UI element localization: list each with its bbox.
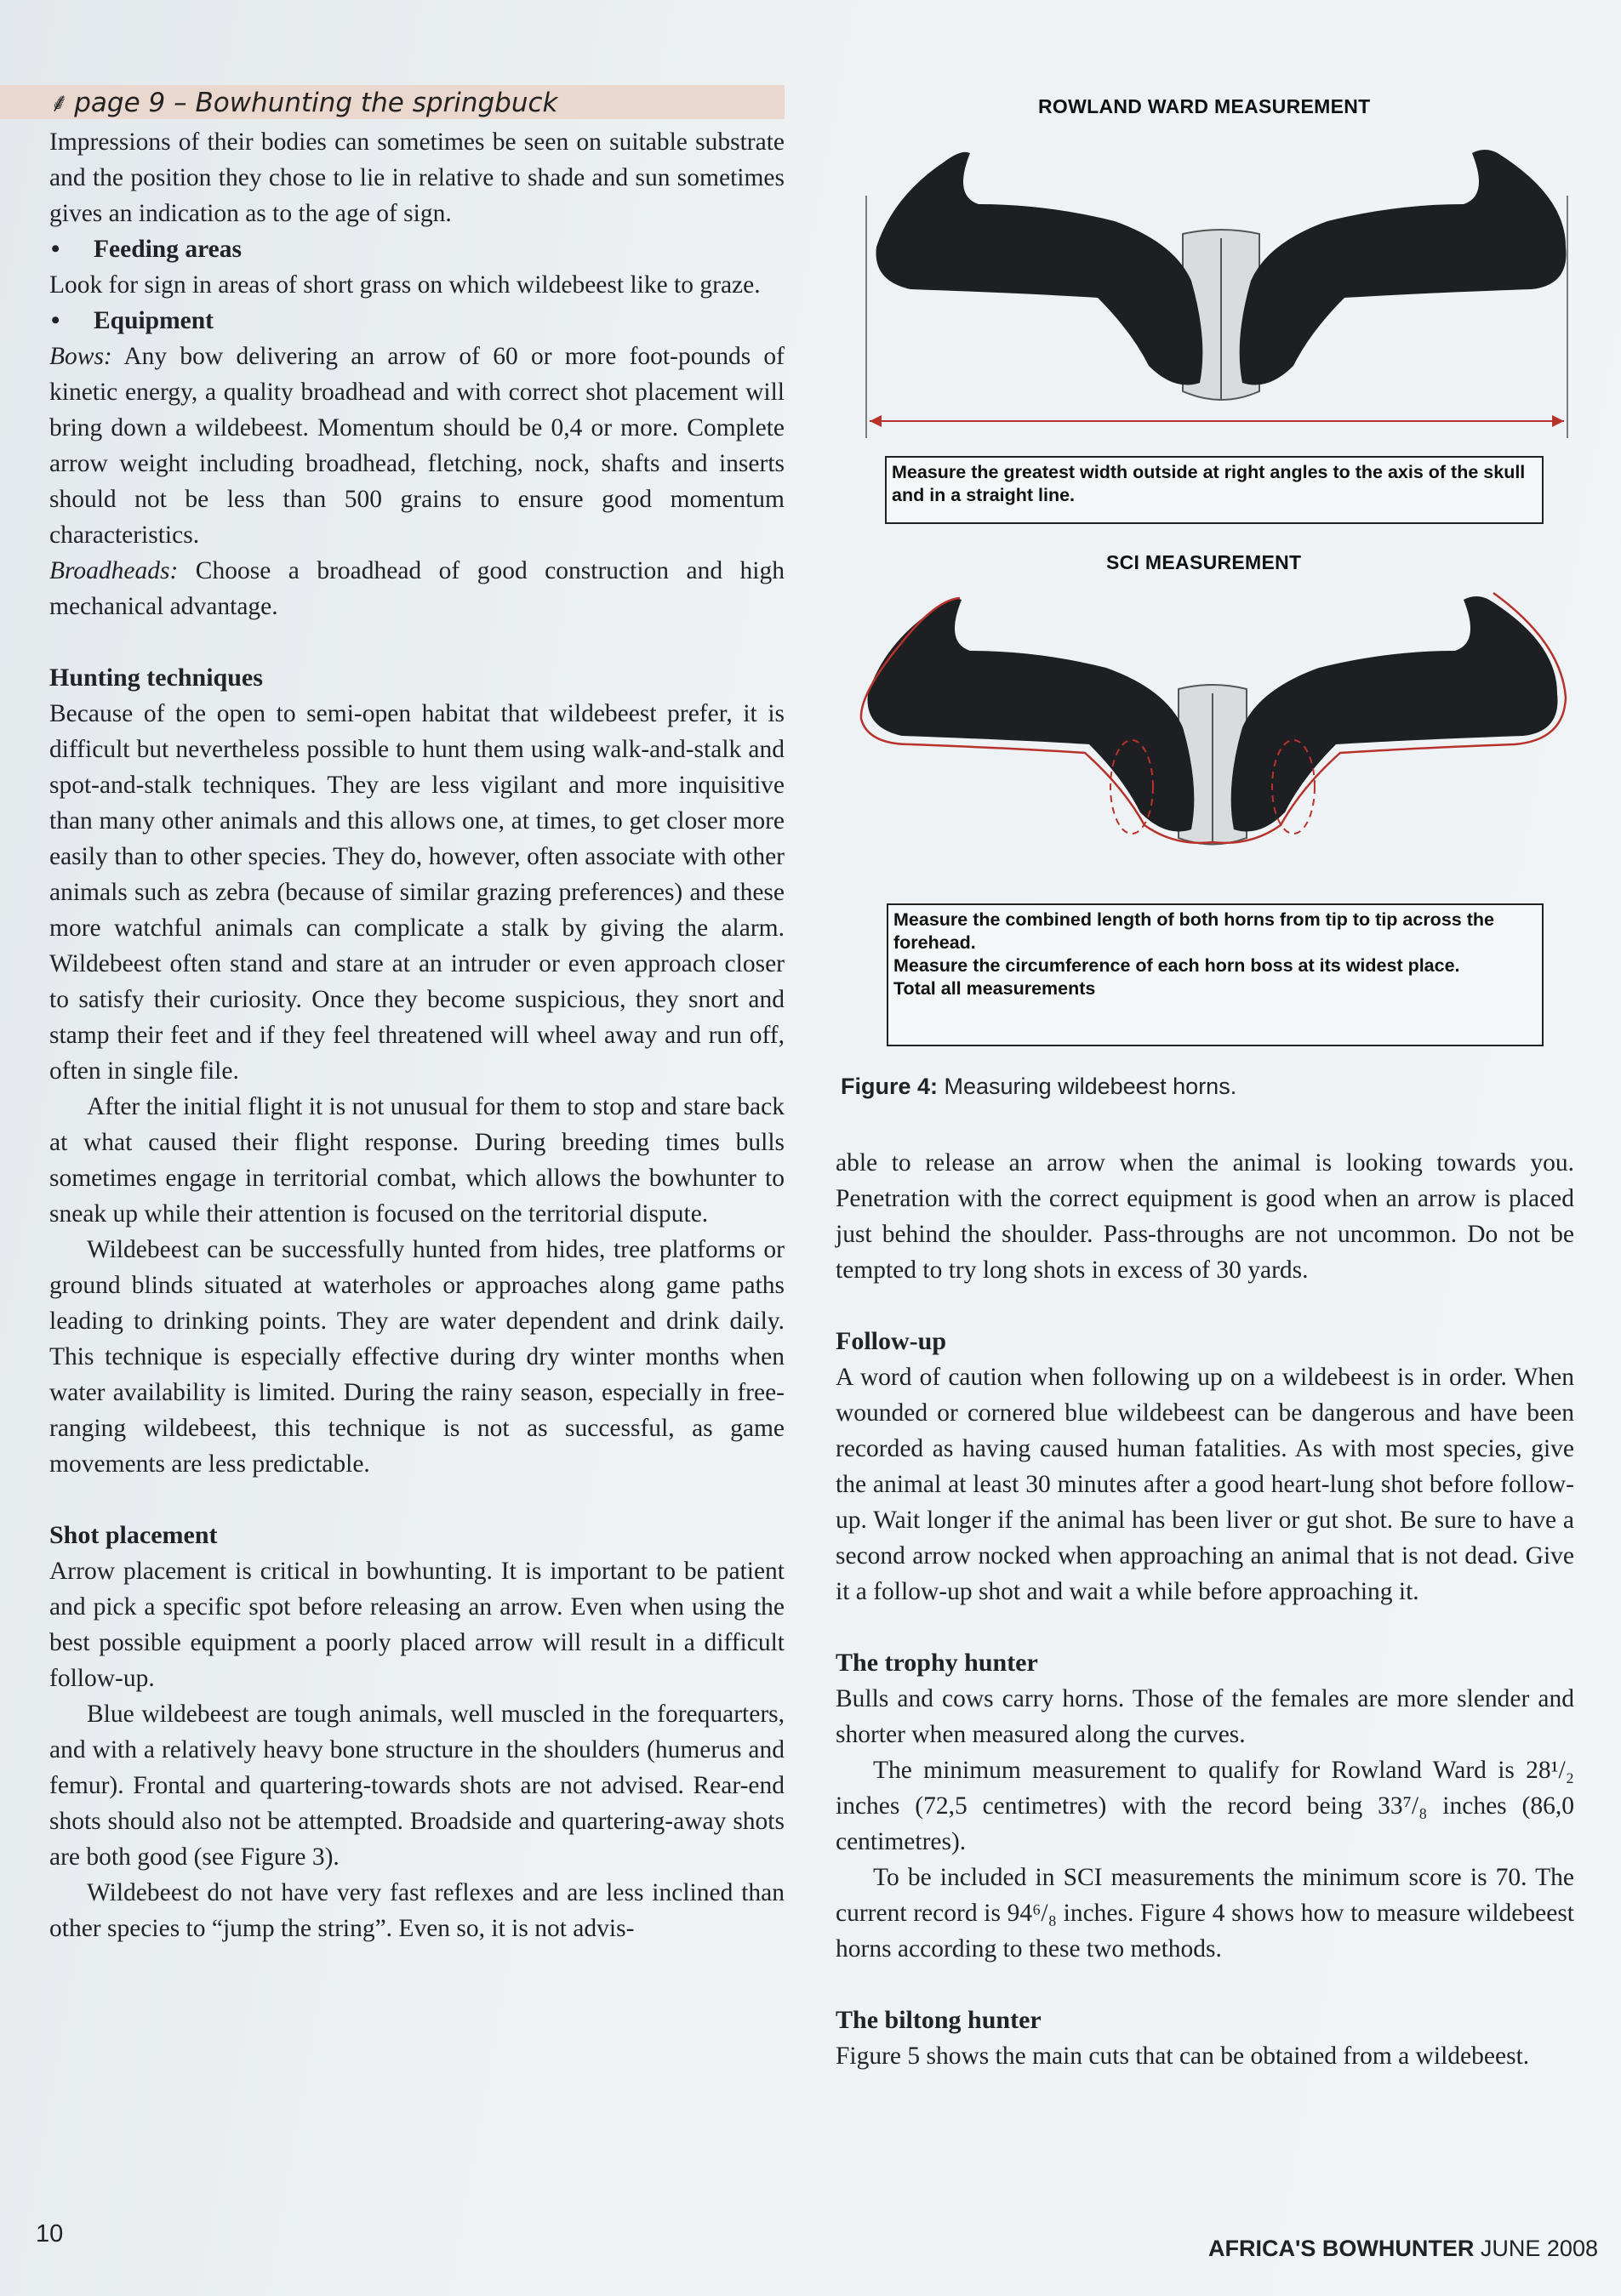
broadheads-paragraph: Broadheads: Choose a broadhead of good construction and high mechanical advantage. [49, 557, 785, 620]
publication-footer [1208, 2236, 1598, 2262]
trophy-paragraph-1: Bulls and cows carry horns. Those of the females are more slender and shorter when measured along the curves. [836, 1685, 1574, 1748]
bows-paragraph: Bows: Any bow delivering an arrow of 60 or more foot-pounds of kinetic energy, a quality broadhead and with correct shot placement will bring down a wildebeest. Momentum should be 0,4 or more. Complete arrow weight including broadhead, fletching, nock, shafts and inserts should not be less than 500 grains to ensure good momentum characteristics. [49, 343, 785, 549]
right-horn [1240, 150, 1567, 385]
equipment-heading: • Equipment [49, 303, 785, 339]
hunting-heading: Hunting techniques [49, 664, 263, 692]
archer-icon: ⸙ [49, 88, 70, 118]
trophy-paragraph-2: The minimum measurement to qualify for Rowland Ward is 28¹/₂ inches (72,5 centimetres) with the record being 33⁷/₈ inches (86,0 centimetres). [836, 1757, 1574, 1855]
issue-date: JUNE 2008 [1474, 2236, 1598, 2261]
sci-left-horn [868, 599, 1195, 832]
trophy-paragraph-3: To be included in SCI measurements the minimum score is 70. The current record is 94⁶/₈ inches. Figure 4 shows how to measure wildebeest horns according to these two methods. [836, 1864, 1574, 1963]
left-horn [876, 152, 1203, 385]
feeding-heading: • Feeding areas [49, 231, 785, 267]
hunting-paragraph-3: Wildebeest can be successfully hunted from hides, tree platforms or ground blinds situated at waterholes or approaches along game paths leading to drinking points. They are water dependent and drink daily. This technique is especially effective during dry winter months when water availability is limited. During the rainy season, especially in free-ranging wildebeest, this technique is not as successful, as game movements are less predictable. [49, 1236, 785, 1478]
trophy-heading: The trophy hunter [836, 1649, 1038, 1677]
hunting-paragraph-2: After the initial flight it is not unusual for them to stop and stare back at what caused their flight response. During breeding times bulls sometimes engage in territorial combat, which allows the bowhunter to sneak up while their attention is focused on the territorial dispute. [49, 1093, 785, 1228]
intro-paragraph: Impressions of their bodies can sometimes be seen on suitable substrate and the position they chose to lie in relative to shade and sun sometimes gives an indication as to the age of sign. [49, 128, 785, 227]
sci-title: SCI MEASUREMENT [1106, 551, 1302, 573]
sci-right-horn [1231, 596, 1558, 832]
publication-name: AFRICA'S BOWHUNTER [1208, 2236, 1475, 2261]
page-number: 10 [36, 2220, 64, 2248]
hunting-paragraph-1: Because of the open to semi-open habitat that wildebeest prefer, it is difficult but nevertheless possible to hunt them using walk-and-stalk and spot-and-stalk techniques. They are less vigilant and more inquisitive than many other animals and this allows one, at times, to get closer more easily than to other species. They do, however, often associate with other animals such as zebra (because of similar grazing preferences) and these more watchful animals can complicate a stalk by giving the alarm. Wildebeest often stand and stare at an intruder or even approach closer to satisfy their curiosity. Once they become suspicious, they snort and stamp their feet and if they feel threatened will wheel away and run off, often in single file. [49, 700, 785, 1085]
bows-label: Bows: [49, 343, 112, 370]
left-column [49, 124, 785, 1946]
right-column [836, 1145, 1574, 2074]
continued-paragraph: able to release an arrow when the animal is looking towards you. Penetration with the correct equipment is good when an arrow is placed just behind the shoulder. Pass-throughs are not uncommon. Do not be tempted to try long shots in excess of 30 yards. [836, 1149, 1574, 1284]
header-title: page 9 – Bowhunting the springbuck [74, 88, 558, 118]
rowland-ward-note: Measure the greatest width outside at right angles to the axis of the skull and in a straight line. [885, 456, 1544, 524]
sci-note-line-2: Measure the circumference of each horn boss at its widest place. [893, 955, 1460, 976]
followup-heading: Follow-up [836, 1327, 947, 1355]
shot-heading: Shot placement [49, 1521, 218, 1549]
sci-horn-diagram [851, 591, 1574, 846]
sci-note-line-3: Total all measurements [893, 978, 1096, 999]
biltong-paragraph: Figure 5 shows the main cuts that can be obtained from a wildebeest. [836, 2042, 1530, 2070]
broadheads-label: Broadheads: [49, 557, 179, 584]
sci-note-line-1: Measure the combined length of both horns from tip to tip across the forehead. [893, 909, 1494, 953]
rowland-ward-horn-diagram [859, 145, 1583, 442]
running-header [49, 84, 558, 120]
shot-paragraph-3: Wildebeest do not have very fast reflexes and are less inclined than other species to “jump the string”. Even so, it is not advis- [49, 1879, 785, 1942]
bullet-icon: • [51, 236, 60, 263]
bullet-icon: • [51, 307, 60, 334]
figure-caption: Figure 4: Measuring wildebeest horns. [841, 1074, 1237, 1099]
shot-paragraph-2: Blue wildebeest are tough animals, well muscled in the forequarters, and with a relatively heavy bone structure in the shoulders (humerus and femur). Frontal and quartering-towards shots are not advised. Rear-end shots should also not be attempted. Broadside and quartering-away shots are both good (see Figure 3). [49, 1701, 785, 1871]
feeding-paragraph: Look for sign in areas of short grass on which wildebeest like to graze. [49, 271, 761, 299]
figure-caption-label: Figure 4: [841, 1074, 939, 1099]
biltong-heading: The biltong hunter [836, 2006, 1042, 2034]
followup-paragraph: A word of caution when following up on a wildebeest is in order. When wounded or cornered blue wildebeest can be dangerous and have been recorded as having caused human fatalities. As with most species, give the animal at least 30 minutes after a good heart-lung shot before follow-up. Wait longer if the animal has been liver or gut shot. Be sure to have a second arrow nocked when approaching an animal that is not dead. Give it a follow-up shot and wait a while before approaching it. [836, 1364, 1574, 1605]
shot-paragraph-1: Arrow placement is critical in bowhunting. It is important to be patient and pick a specific spot before releasing an arrow. Even when using the best possible equipment a poorly placed arrow will result in a difficult follow-up. [49, 1558, 785, 1692]
rowland-ward-title: ROWLAND WARD MEASUREMENT [1038, 95, 1371, 117]
sci-note [887, 903, 1544, 1046]
